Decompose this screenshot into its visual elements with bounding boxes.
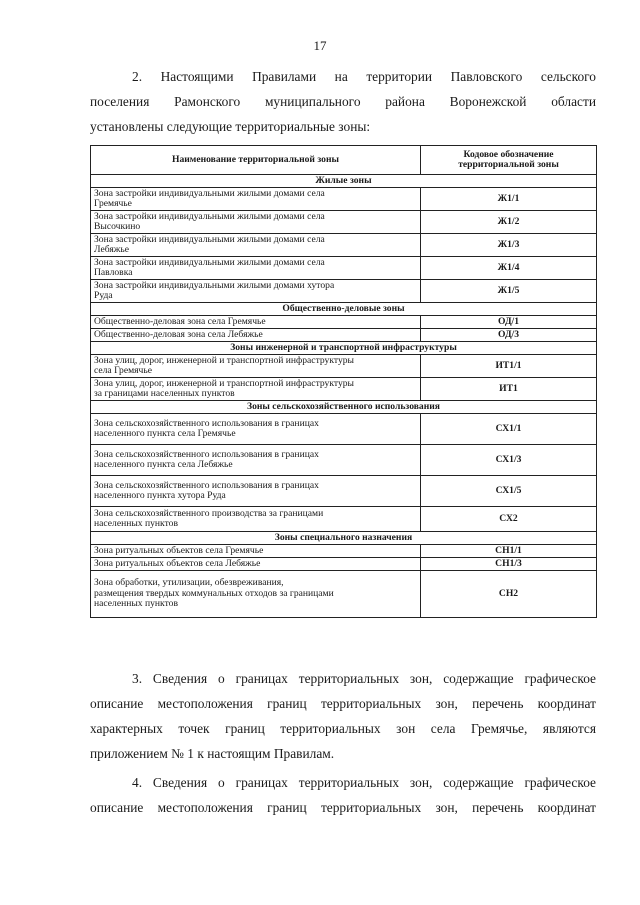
zone-code-cell: Ж1/5 [421,280,597,303]
zone-name-cell [91,280,421,303]
zone-code-cell: СХ1/3 [421,445,597,476]
table-row [91,414,597,445]
zone-name-line: Зона сельскохозяйственного использования в границах [94,417,319,429]
zone-code-cell: Ж1/1 [421,188,597,211]
zone-name-line: села Гремячье [94,365,153,376]
table-row [91,445,597,476]
zone-name-line: Зона обработки, утилизации, обезвреживания, [94,577,284,589]
zone-name-line: за границами населенных пунктов [94,388,235,399]
zone-name-line: населенных пунктов [94,598,178,610]
paragraph-3 [90,666,596,766]
zone-name-cell [91,355,421,378]
zone-code-cell: Ж1/4 [421,257,597,280]
zone-name-cell [91,507,421,532]
page-number: 17 [313,38,327,53]
paragraph-4-line: описание местоположения границ территориальных зон, перечень координат [90,800,596,815]
zone-code-cell: ИТ1/1 [421,355,597,378]
zone-name-line: Зона застройки индивидуальными жилыми домами села [94,187,325,199]
table-row [91,280,597,303]
zone-name-cell [91,378,421,401]
zone-name-line: размещения твердых коммунальных отходов за границами [94,587,334,599]
zone-code-cell: Ж1/2 [421,211,597,234]
zone-name-cell [91,234,421,257]
zone-name-line: населенного пункта хутора Руда [94,490,226,501]
zone-name-line: населенного пункта села Лебяжье [94,459,233,470]
zone-name-line: Зона застройки индивидуальными жилыми домами хутора [94,279,335,291]
zone-code-cell: Ж1/3 [421,234,597,257]
zone-name-cell [91,257,421,280]
table-row [91,329,597,342]
paragraph-2-line: поселения Рамонского муниципального района Воронежской области [90,94,596,109]
paragraph-3-line: 3. Сведения о границах территориальных зон, содержащие графическое [132,671,596,686]
zone-code-cell: СХ2 [421,507,597,532]
table-row [91,234,597,257]
table-header-row [91,146,597,175]
zone-code-cell: ОД/3 [421,329,597,342]
zone-code-cell: СХ1/5 [421,476,597,507]
zone-name-line: Зона сельскохозяйственного использования в границах [94,479,319,491]
zone-name-line: Зона сельскохозяйственного использования в границах [94,448,319,460]
zone-name-line: Зона сельскохозяйственного производства за границами [94,507,324,519]
zone-code-cell: СН1/3 [421,558,597,571]
zone-name-cell: Общественно-деловая зона села Лебяжье [91,329,421,342]
zone-code-cell: СХ1/1 [421,414,597,445]
table-row [91,378,597,401]
table-row [91,558,597,571]
paragraph-4-line: 4. Сведения о границах территориальных зон, содержащие графическое [132,775,596,790]
zone-name-cell [91,445,421,476]
zone-code-cell: СН2 [421,571,597,618]
table-row [91,257,597,280]
zone-name-cell [91,571,421,618]
zone-code-cell: ИТ1 [421,378,597,401]
paragraph-4 [90,770,596,820]
zone-name-line: Зона улиц, дорог, инженерной и транспортной инфраструктуры [94,377,354,389]
header-zone-code [421,146,597,175]
zone-name-line: Зона застройки индивидуальными жилыми домами села [94,256,325,268]
header-zone-name-text: Наименование территориальной зоны [172,153,339,165]
zone-name-line: Зона застройки индивидуальными жилыми домами села [94,210,325,222]
table-row [91,316,597,329]
zone-name-cell [91,476,421,507]
zone-name-cell [91,188,421,211]
paragraph-2-line: установлены следующие территориальные зоны: [90,119,371,134]
table-row [91,355,597,378]
zone-name-line: Зона застройки индивидуальными жилыми домами села [94,233,325,245]
zone-name-line: населенного пункта села Гремячье [94,428,236,439]
table-row [91,188,597,211]
table-row [91,476,597,507]
header-zone-name [91,146,421,175]
paragraph-2 [90,64,596,139]
section-title: Общественно-деловые зоны [91,303,597,316]
table-row [91,211,597,234]
zone-name-cell: Зона ритуальных объектов села Лебяжье [91,558,421,571]
zone-name-cell [91,414,421,445]
table-row [91,507,597,532]
paragraph-3-line: характерных точек границ территориальных зон села Гремячье, являются [90,721,596,736]
zone-code-cell: СН1/1 [421,545,597,558]
section-title: Зоны специального назначения [91,532,597,545]
zone-name-line: Руда [94,290,113,301]
zone-code-cell: ОД/1 [421,316,597,329]
paragraph-3-line: приложением № 1 к настоящим Правилам. [90,746,335,761]
zone-name-line: Павловка [94,267,133,278]
zone-name-line: Зона улиц, дорог, инженерной и транспортной инфраструктуры [94,354,354,366]
zone-name-cell: Общественно-деловая зона села Гремячье [91,316,421,329]
section-title: Зоны сельскохозяйственного использования [91,401,597,414]
section-title: Зоны инженерной и транспортной инфраструктуры [91,342,597,355]
paragraph-3-line: описание местоположения границ территориальных зон, перечень координат [90,696,596,711]
zone-name-cell: Зона ритуальных объектов села Гремячье [91,545,421,558]
header-zone-code-line: Кодовое обозначение [463,148,554,160]
table-row [91,545,597,558]
zone-name-line: Лебяжье [94,244,130,255]
paragraph-2-line: 2. Настоящими Правилами на территории Павловского сельского [132,69,596,84]
zone-name-cell [91,211,421,234]
section-title: Жилые зоны [91,175,597,188]
territorial-zones-table [90,145,597,618]
zone-name-line: Высочкино [94,221,141,232]
header-zone-code-line: территориальной зоны [458,159,559,170]
zone-name-line: Гремячье [94,198,132,209]
zone-name-line: населенных пунктов [94,518,178,529]
table-row [91,571,597,618]
